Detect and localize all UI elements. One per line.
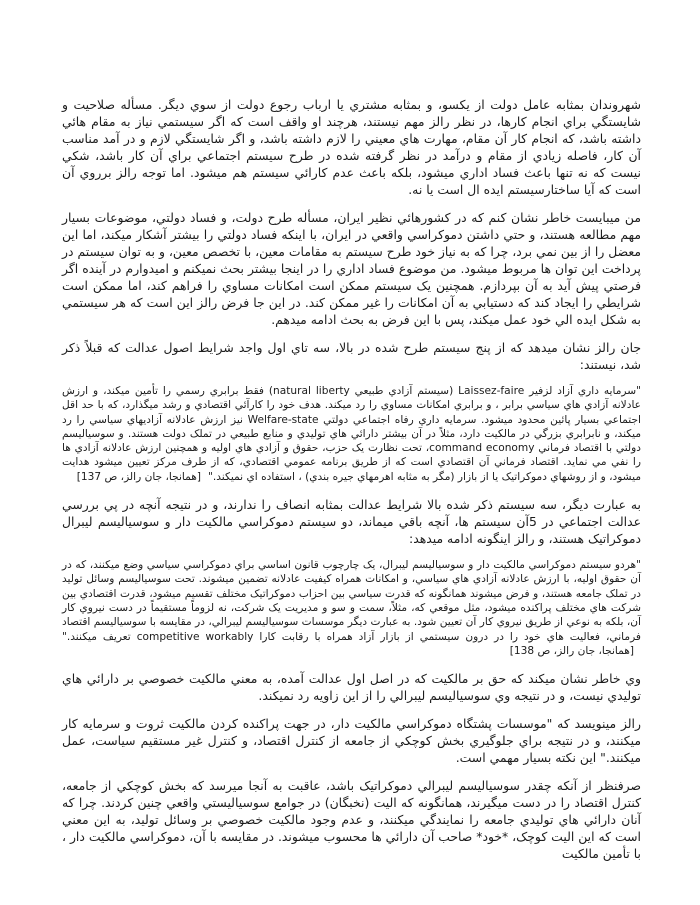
blockquote-rawls-p138 [62,558,641,658]
document-text-area [62,96,641,873]
paragraph-iran-corruption: من میبایست خاطر نشان کنم که در کشورهائي نظیر ایران، مسأله طرح دولت، و فساد دولتي، موضوعات بسیار مهم مطالعه هستند، و حتي داشتن دموکراسي واقعي در ایران، با اینکه فساد دولتي را بیشتر آشکار میکند، اما این معضل را از بین نمي برد، چرا که به نیاز خود طرح سیستم به مقامات معین، با تخصص معین، و به توان سیستم در پرداخت این توان ها مربوط میشود. من موضوع فساد اداري را در اینجا بیشتر بحث نمیکنم و امیدوارم در آینده اگر فرصتي پیش آید به آن بپردازم. همچنین یک سیستم ممکن است امکانات مساوي را فراهم کند، اما ممکن است شرایطي را ایجاد کند که دستیابي به آن امکانات را غیر ممکن کند. در این جا فرض رالز این است که هر سیستمي به شکل ایده الي خود عمل میکند، پس با این فرض به بحث ادامه میدهم. [62,210,641,327]
paragraph-rawls-five-systems: جان رالز نشان میدهد که از پنج سیستم طرح شده در بالا، سه تاي اول واجد شرایط اصول عدالت که قبلاً ذکر شد، نیستند: [62,340,641,372]
paragraph-property-right: وي خاطر نشان میکند که حق بر مالکیت که در اصل اول عدالت آمده، به معني مالکیت خصوصي بر دارائي هاي تولیدي نیست، و در نتیجه وي سوسیالیسم لیبرالي را از این زاویه رد نمیکند. [62,671,641,704]
quote-text: "هردو سیستم دموکراسي مالکیت دار و سوسیالیسم لیبرال، یک چارچوب قانون اساسي براي دموکراسي سیاسي وضع میکنند، که در آن حقوق اولیه، با ارزش عادلانه آزادي هاي سیاسي، و امکانات همراه کیفیت عادلانه تضمین میشوند. تحت سوسیالیسم وسائل تولید در تملک جامعه هستند، و فرض میشوند همانگونه که قدرت سیاسي بین احزاب دموکراتیک مختلف تقسیم میشود، قدرت اقتصادي بین شرکت هاي مختلف پراکنده میشود، مثل موقعي که، مثلاً، سمت و سو و مدیریت یک شرکت، نه لزوماً مستقیماً در دست نیروي کار آن، بلکه به نوعي از طریق نیروي کار آن تعیین شود. به عبارت دیگر موسسات سوسیالیسم لیبرالي، در مقایسه با سوسیالیسم اقتصاد فرماني، فعالیت هاي خود را در درون سیستمي از بازار آزاد همراه با رقابت کارا competitive workably تعریف میکنند." [62,559,641,643]
citation-p137: [همانجا، جان رالز، ص 137] [76,470,201,483]
paragraph-property-owning-democracy: رالز مینویسد که "موسسات پشتگاه دموکراسي مالکیت دار، در جهت پراکنده کردن مالکیت ثروت و سرمایه کار میکنند، و در نتیجه براي جلوگیري بخش کوچکي از جامعه از کنترل اقتصاد، و کنترل غیر مستقیم سیاست، عمل میکنند." این نکته بسیار مهمي است. [62,716,641,766]
blockquote-rawls-p137 [62,384,641,484]
citation-p138: [همانجا، جان رالز، ص 138] [509,644,634,657]
paragraph-liberal-socialism-elite: صرفنظر از آنکه چقدر سوسیالیسم لیبرالي دموکراتیک باشد، عاقبت به آنجا میرسد که بخش کوچکي از جامعه، کنترل اقتصاد را در دست میگیرند، همانگونه که الیت (نخبگان) در جوامع سوسیالیستي واقعي چنین کردند. چرا که آنان دارائي هاي تولیدي جامعه را نمایندگي میکنند، و عدم وجود مالکیت خصوصي بر وسائل تولید، به این معني است که این الیت کوچک، *خود* صاحب آن دارائي ها محسوب میشوند. در مقایسه با آن، دموکراسي مالکیت دار ، با تأمین مالکیت [62,778,641,862]
paragraph-remaining-systems: به عبارت دیگر، سه سیستم ذکر شده بالا شرایط عدالت بمثابه انصاف را ندارند، و در نتیجه آنچه در پي بررسي عدالت اجتماعي در 5آن سیستم ها، آنچه باقي میماند، دو سیستم دموکراسي مالکیت دار و سوسیالیسم لیبرال دموکراتیک هستند، و رالز اینگونه ادامه میدهد: [62,497,641,547]
quote-text: "سرمایه داري آزاد لزفیر Laissez-faire (سیستم آزادي طبیعي natural liberty) فقط برابري رسمي را تأمین میکند، و ارزش عادلانه آزادي هاي سیاسي برابر ، و برابري امکانات مساوي را رد میکند. هدف خود را کارآئي اقتصادي و رشد میگذارد، که با حد اقل اجتماعي بسیار پائین محدود میشود. سرمایه داري رفاه اجتماعي دولتي Welfare-state نیز ارزش عادلانه آزادیهاي سیاسي را رد میکند، و نابرابري بزرگي در مالکیت دارد، مثلاً در آن بیشتر دارائي هاي تولیدي و منابع طبیعي در تملک دولت هستند. و سوسیالیسم دولتي با اقتصاد فرماني command economy، تحت نظارت یک حزب، حقوق و آزادي هاي اولیه و همچنین ارزش عادلانه آزادي ها را نفي مي نماید. اقتصاد فرماني آن اقتصادي است که از طریق برنامه عمومي اقتصادي، که از طرف مرکز تعیین میشود هدایت میشود، و از روشهاي دموکراتیک یا از بازار (مگر به مثابه اهرمهاي جیره بندي) ، استفاده اي نمیکند." [62,385,641,483]
paragraph-citizens-state: شهروندان بمثابه عامل دولت از یکسو، و بمثابه مشتري یا ارباب رجوع دولت از سوي دیگر. مسأله صلاحیت و شایستگي براي انجام کارها، در نظر رالز مهم نیستند، هرچند او واقف است که اگر سیستمي نیاز به مقام هائي داشته باشد، که انجام کار آن مقام، مهارت هاي معیني را لازم داشته باشد، و اگر شایستگي لازم و در آمد مناسب آن کار، فاصله زیادي از مقام و درآمد در نظر گرفته شده در طرح سیستم اجتماعي براي آن کار باشد، شکي نیست که نه تنها باعث فساد اداري میشود، بلکه باعث عدم کارائي سیستم هم میشود. اما توجه رالز برروي آن است که آیا ساختارسیستم ایده ال است یا نه. [62,97,641,197]
